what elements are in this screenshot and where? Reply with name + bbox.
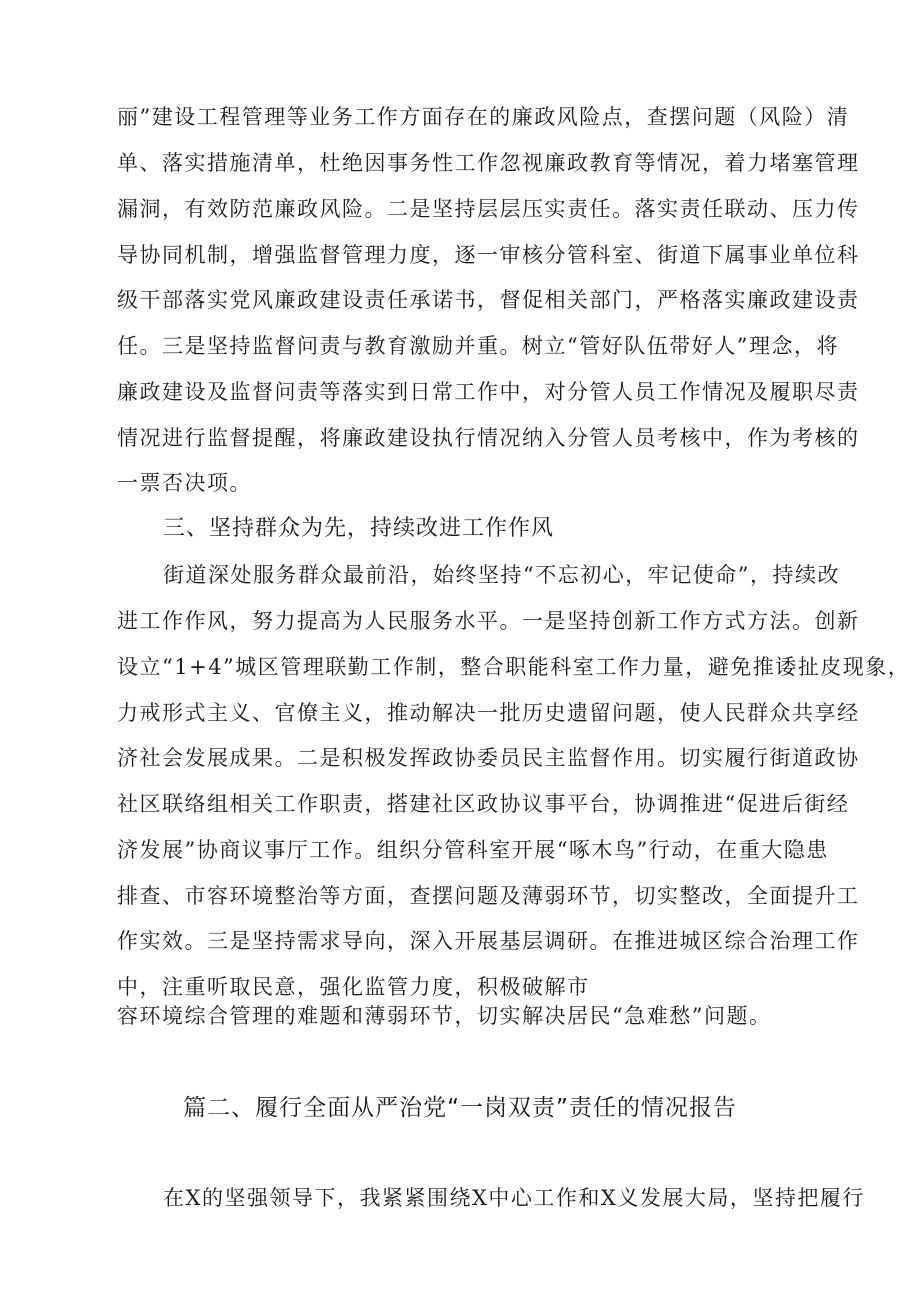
paragraph-line: 丽”建设工程管理等业务工作方面存在的廉政风险点，查摆问题（风险）清 <box>117 105 850 129</box>
paragraph-line: 任。三是坚持监督问责与教育激励并重。树立“管好队伍带好人”理念，将 <box>117 334 839 358</box>
paragraph-line: 进工作作风，努力提高为人民服务水平。一是坚持创新工作方式方法。创新 <box>117 609 860 633</box>
paragraph-line: 济发展”协商议事厅工作。组织分管科室开展“啄木鸟”行动，在重大隐患 <box>117 838 829 862</box>
paragraph-line: 街道深处服务群众最前沿，始终坚持“不忘初心，牢记使命”，持续改 <box>163 563 840 587</box>
paragraph-line: 漏洞，有效防范廉政风险。二是坚持层层压实责任。落实责任联动、压力传 <box>117 197 860 221</box>
paragraph-line: 社区联络组相关工作职责，搭建社区政协议事平台，协调推进“促进后街经 <box>117 792 850 816</box>
paragraph-line: 作实效。三是坚持需求导向，深入开展基层调研。在推进城区综合治理工作 <box>117 929 860 953</box>
paragraph-line: 中，注重听取民意，强化监管力度，积极破解市 <box>117 975 590 999</box>
paragraph-line: 一票否决项。 <box>117 471 252 495</box>
paragraph-line: 济社会发展成果。二是积极发挥政协委员民主监督作用。切实履行街道政协 <box>117 746 860 770</box>
paragraph-line: 导协同机制，增强监督管理力度，逐一审核分管科室、街道下属事业单位科 <box>117 243 860 267</box>
paragraph-line: 力戒形式主义、官僚主义，推动解决一批历史遗留问题，使人民群众共享经 <box>117 701 860 725</box>
paragraph-line: 在X的坚强领导下，我紧紧围绕X中心工作和X义发展大局，坚持把履行 <box>163 1186 865 1210</box>
section-heading: 三、坚持群众为先，持续改进工作作风 <box>163 516 555 541</box>
paragraph-line: 设立“1+4”城区管理联勤工作制，整合职能科室工作力量，避免推诿扯皮现象， <box>117 655 911 679</box>
document-title: 篇二、履行全面从严治党“一岗双责”责任的情况报告 <box>183 1095 737 1121</box>
paragraph-line: 情况进行监督提醒，将廉政建设执行情况纳入分管人员考核中，作为考核的 <box>117 426 860 450</box>
paragraph-line: 廉政建设及监督问责等落实到日常工作中，对分管人员工作情况及履职尽责 <box>117 380 860 404</box>
paragraph-line: 容环境综合管理的难题和薄弱环节，切实解决居民“急难愁”问题。 <box>117 1004 772 1028</box>
paragraph-line: 单、落实措施清单，杜绝因事务性工作忽视廉政教育等情况，着力堵塞管理 <box>117 151 860 175</box>
paragraph-line: 排查、市容环境整治等方面，查摆问题及薄弱环节，切实整改，全面提升工 <box>117 884 860 908</box>
paragraph-line: 级干部落实党风廉政建设责任承诺书，督促相关部门，严格落实廉政建设责 <box>117 288 860 312</box>
